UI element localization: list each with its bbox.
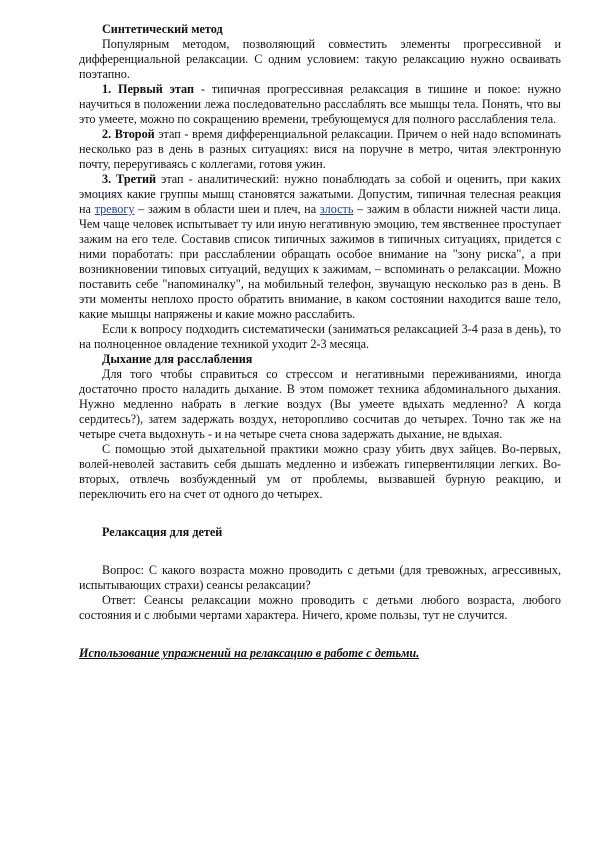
link-trevogu[interactable]: тревогу	[94, 202, 135, 216]
heading-breathing: Дыхание для расслабления	[102, 352, 253, 366]
link-zlost[interactable]: злость	[319, 202, 354, 216]
document-page	[79, 22, 561, 661]
heading-relaxation-children: Релаксация для детей	[102, 525, 223, 539]
heading-exercises-children: Использование упражнений на релаксацию в работе с детьми.	[79, 646, 420, 660]
stage-3-text-b: – зажим в области шеи и плеч, на	[134, 202, 320, 216]
stage-1-label: 1. Первый этап	[102, 82, 194, 96]
paragraph-closing: Если к вопросу подходить систематически (заниматься релаксацией 3-4 раза в день), то на полноценное овладение техникой уходит 2-3 месяца.	[79, 322, 561, 351]
paragraph-stage-1	[79, 82, 561, 127]
paragraph-question: Вопрос: С какого возраста можно проводить с детьми (для тревожных, агрессивных, испытывающих страхи) сеансы релаксации?	[79, 563, 561, 592]
paragraph-breathing-1: Для того чтобы справиться со стрессом и негативными переживаниями, иногда достаточно просто наладить дыхание. В этом поможет техника абдоминального дыхания. Нужно медленно набрать в легкие воздух (Вы умеете вдыхать медленно? А когда сердитесь?), затем задержать воздух, неторопливо сосчитав до четырех. Точно так же на четыре счета выдохнуть - и на четыре счета снова задержать дыхание, не вдыхая.	[79, 367, 561, 441]
stage-3-text-c: – зажим в области нижней части лица. Чем чаще человек испытывает ту или иную негативную эмоцию, тем явственнее проступает зажим на его теле. Составив список типичных зажимов в типичных ситуациях, придется с ними поработать: при расслаблении обращать особое внимание на "зону риска", а при возникновении типовых ситуаций, ведущих к зажимам, – вспоминать о релаксации. Можно поставить себе "напоминалку", на мобильный телефон, звучащую несколько раз в день. В эти моменты неплохо просто обратить внимание, в каком состоянии находится ваше тело, какие мышцы напряжены и какие можно расслабить.	[79, 202, 562, 321]
stage-1-text: - типичная прогрессивная релаксация в тишине и покое: нужно научиться в положении лежа последовательно расслаблять все мышцы тела. Понять, что вы это умеете, можно по сокращению времени, требующемуся для полного расслабления тела.	[79, 82, 561, 126]
stage-2-label: 2. Второй	[102, 127, 155, 141]
paragraph-stage-3	[79, 172, 561, 322]
stage-3-text-a: этап - аналитический: нужно понаблюдать за собой и оценить, при каких эмоциях какие группы мышц становятся зажатыми. Допустим, типичная телесная реакция на	[79, 172, 561, 216]
paragraph-answer: Ответ: Сеансы релаксации можно проводить с детьми любого возраста, любого состояния и с любыми чертами характера. Ничего, кроме пользы, тут не случится.	[79, 593, 561, 622]
heading-synthetic-method: Синтетический метод	[102, 22, 223, 36]
stage-3-label: 3. Третий	[102, 172, 157, 186]
paragraph-stage-2	[79, 127, 561, 172]
paragraph-breathing-2: С помощью этой дыхательной практики можно сразу убить двух зайцев. Во-первых, волей-неволей заставить себя дышать медленно и избежать гипервентиляции легких. Во-вторых, отвлечь возбужденный ум от проблемы, вызвавшей бурную реакцию, и переключить его на счет от одного до четырех.	[79, 442, 561, 501]
spacer	[79, 623, 561, 646]
spacer	[79, 540, 561, 563]
paragraph-intro: Популярным методом, позволяющий совместить элементы прогрессивной и дифференциальной релаксации. С одним условием: такую релаксацию нужно осваивать поэтапно.	[79, 37, 561, 81]
spacer	[79, 502, 561, 525]
stage-2-text: этап - время дифференциальной релаксации. Причем о ней надо вспоминать несколько раз в день в разных ситуациях: вися на поручне в метро, читая электронную почту, переругиваясь с коллегами, готовя ужин.	[79, 127, 561, 171]
